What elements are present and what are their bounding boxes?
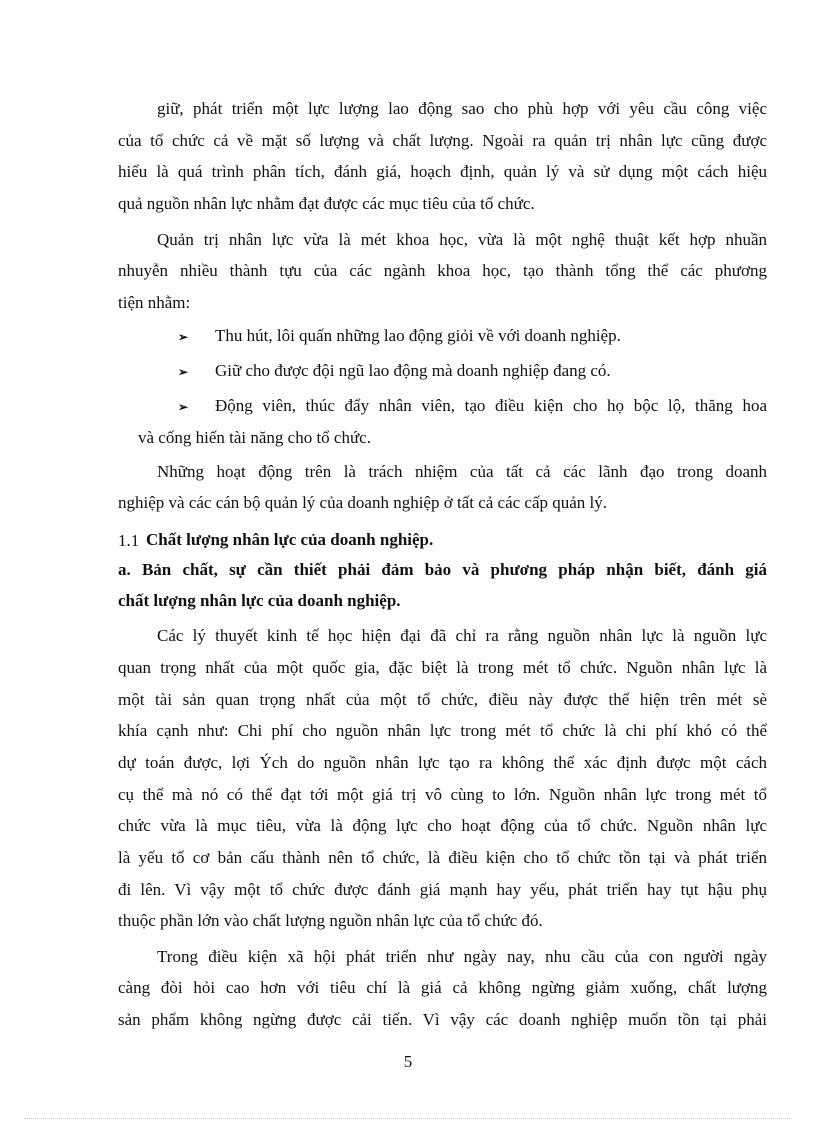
subsection-heading-line-2: chất lượng nhân lực của doanh nghiệp. <box>118 591 401 610</box>
bullet-arrow-icon: ➢ <box>178 365 189 379</box>
subsection-heading-line-1: a. Bản chất, sự cần thiết phải đảm bảo và phương pháp nhận biết, đánh giá <box>118 560 767 579</box>
paragraph-4-line-5: dự toán được, lợi Ých do nguồn nhân lực tạo ra không thể xác định được một cách <box>118 753 767 772</box>
paragraph-5-line-2: càng đòi hỏi cao hơn với tiêu chí là giá cả không ngừng giảm xuống, chất lượng <box>118 978 767 997</box>
bullet-item-3-continuation: và cống hiến tài năng cho tổ chức. <box>138 428 371 447</box>
paragraph-1-line-2: của tổ chức cả về mặt số lượng và chất lượng. Ngoài ra quản trị nhân lực cũng được <box>118 131 767 150</box>
paragraph-4-line-7: chức vừa là mục tiêu, vừa là động lực cho hoạt động của tổ chức. Nguồn nhân lực <box>118 816 767 835</box>
page-number: 5 <box>403 1052 413 1071</box>
bullet-item-1: Thu hút, lôi quấn những lao động giỏi về với doanh nghiệp. <box>215 326 621 345</box>
paragraph-2-line-2: nhuyễn nhiều thành tựu của các ngành khoa học, tạo thành tổng thể các phương <box>118 261 767 280</box>
paragraph-2-line-1: Quản trị nhân lực vừa là mét khoa học, vừa là một nghệ thuật kết hợp nhuần <box>157 230 767 249</box>
paragraph-4-line-2: quan trọng nhất của một quốc gia, đặc biệt là trong mét tổ chức. Nguồn nhân lực là <box>118 658 767 677</box>
paragraph-4-line-6: cụ thể mà nó có thể đạt tới một giá trị vô cùng to lớn. Nguồn nhân lực trong mét tổ <box>118 785 767 804</box>
bullet-item-3: Động viên, thúc đẩy nhân viên, tạo điều kiện cho họ bộc lộ, thăng hoa <box>215 396 767 415</box>
paragraph-1-line-1: giữ, phát triển một lực lượng lao động sao cho phù hợp với yêu cầu công việc <box>157 99 767 118</box>
bullet-item-2: Giữ cho được đội ngũ lao động mà doanh nghiệp đang có. <box>215 361 611 380</box>
paragraph-1-line-4: quả nguồn nhân lực nhằm đạt được các mục tiêu của tổ chức. <box>118 194 535 213</box>
section-number: 1.1 <box>118 531 140 550</box>
paragraph-3-line-1: Những hoạt động trên là trách nhiệm của tất cả các lãnh đạo trong doanh <box>157 462 767 481</box>
paragraph-4-line-9: đi lên. Vì vậy một tổ chức được đánh giá mạnh hay yếu, phát triển hay tụt hậu phụ <box>118 880 767 899</box>
paragraph-3-line-2: nghiệp và các cán bộ quản lý của doanh nghiệp ở tất cả các cấp quản lý. <box>118 493 608 512</box>
bullet-arrow-icon: ➢ <box>178 400 189 414</box>
paragraph-5-line-3: sản phẩm không ngừng được cải tiến. Vì vậy các doanh nghiệp muốn tồn tại phải <box>118 1010 767 1029</box>
paragraph-5-line-1: Trong điều kiện xã hội phát triển như ngày nay, nhu cầu của con người ngày <box>157 947 767 966</box>
paragraph-4-line-8: là yếu tố cơ bản cấu thành nên tổ chức, là điều kiện cho tổ chức tồn tại và phát triển <box>118 848 767 867</box>
page-bottom-divider <box>24 1118 792 1119</box>
bullet-arrow-icon: ➢ <box>178 330 189 344</box>
paragraph-1-line-3: hiểu là quá trình phân tích, đánh giá, hoạch định, quản lý và sử dụng một cách hiệu <box>118 162 767 181</box>
paragraph-4-line-3: một tài sản quan trọng nhất của một tổ chức, điều này được thể hiện trên mét sè <box>118 690 767 709</box>
paragraph-2-line-3: tiện nhằm: <box>118 293 191 312</box>
paragraph-4-line-1: Các lý thuyết kinh tế học hiện đại đã chỉ ra rằng nguồn nhân lực là nguồn lực <box>157 626 767 645</box>
section-heading: Chất lượng nhân lực của doanh nghiệp. <box>146 530 434 549</box>
paragraph-4-line-4: khía cạnh như: Chi phí cho nguồn nhân lực trong mét tổ chức là chi phí khó có thể <box>118 721 767 740</box>
paragraph-4-line-10: thuộc phần lớn vào chất lượng nguồn nhân lực của tổ chức đó. <box>118 911 543 930</box>
